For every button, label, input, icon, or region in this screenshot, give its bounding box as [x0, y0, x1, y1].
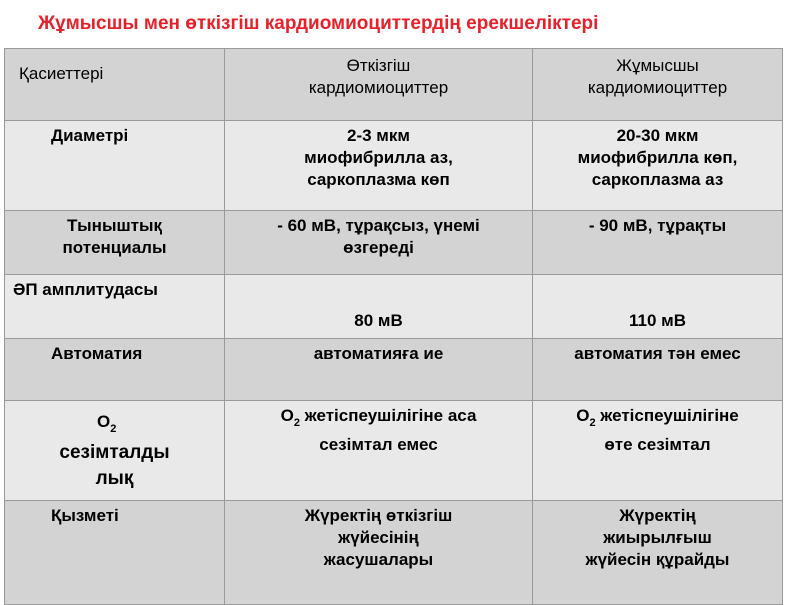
- working-o2-line2: өте сезімтал: [604, 435, 711, 454]
- working-o2-text: жетіспеушілігіне: [595, 406, 739, 425]
- conductive-o2-letter: O: [280, 406, 294, 425]
- working-function: Жүректің жиырылғыш жүйесін құрайды: [533, 501, 783, 605]
- working-diameter: 20-30 мкм миофибрилла көп, саркоплазма аз: [533, 121, 783, 211]
- conductive-automatism: автоматияға ие: [225, 339, 533, 401]
- conductive-ap-amplitude: 80 мВ: [225, 275, 533, 339]
- working-ap-amplitude: 110 мВ: [533, 275, 783, 339]
- o2-letter: O: [97, 412, 111, 431]
- o2-subscript: 2: [110, 423, 117, 435]
- working-o2-sensitivity: [533, 401, 783, 501]
- table-header-row: [5, 49, 783, 121]
- conductive-resting-potential: - 60 мВ, тұрақсыз, үнемі өзгереді: [225, 211, 533, 275]
- label-function: Қызметі: [5, 501, 225, 605]
- table-row-function: [5, 501, 783, 605]
- conductive-o2-sensitivity: [225, 401, 533, 501]
- label-automatism: Автоматия: [5, 339, 225, 401]
- header-properties: Қасиеттері: [5, 49, 225, 121]
- table-row-diameter: [5, 121, 783, 211]
- table-row-resting-potential: [5, 211, 783, 275]
- conductive-o2-line2: сезімтал емес: [319, 435, 438, 454]
- table-row-automatism: [5, 339, 783, 401]
- conductive-diameter: 2-3 мкм миофибрилла аз, саркоплазма көп: [225, 121, 533, 211]
- table-row-o2-sensitivity: [5, 401, 783, 501]
- conductive-o2-subscript: 2: [293, 417, 300, 429]
- label-ap-amplitude: ӘП амплитудасы: [5, 275, 225, 339]
- working-resting-potential: - 90 мВ, тұрақты: [533, 211, 783, 275]
- slide-title: Жұмысшы мен өткізгіш кардиомиоциттердің ерекшеліктері: [38, 13, 599, 34]
- o2-sensitivity-word: сезімталды лық: [59, 442, 170, 489]
- working-o2-letter: O: [576, 406, 590, 425]
- label-o2-sensitivity: [5, 401, 225, 501]
- conductive-o2-text: жетіспеушілігіне аса: [299, 406, 477, 425]
- comparison-table: [4, 48, 783, 605]
- label-diameter: Диаметрі: [5, 121, 225, 211]
- table-row-ap-amplitude: [5, 275, 783, 339]
- header-conductive: Өткізгіш кардиомиоциттер: [225, 49, 533, 121]
- label-resting-potential: Тыныштық потенциалы: [5, 211, 225, 275]
- header-working: Жұмысшы кардиомиоциттер: [533, 49, 783, 121]
- working-o2-subscript: 2: [589, 417, 596, 429]
- working-automatism: автоматия тән емес: [533, 339, 783, 401]
- conductive-function: Жүректің өткізгіш жүйесінің жасушалары: [225, 501, 533, 605]
